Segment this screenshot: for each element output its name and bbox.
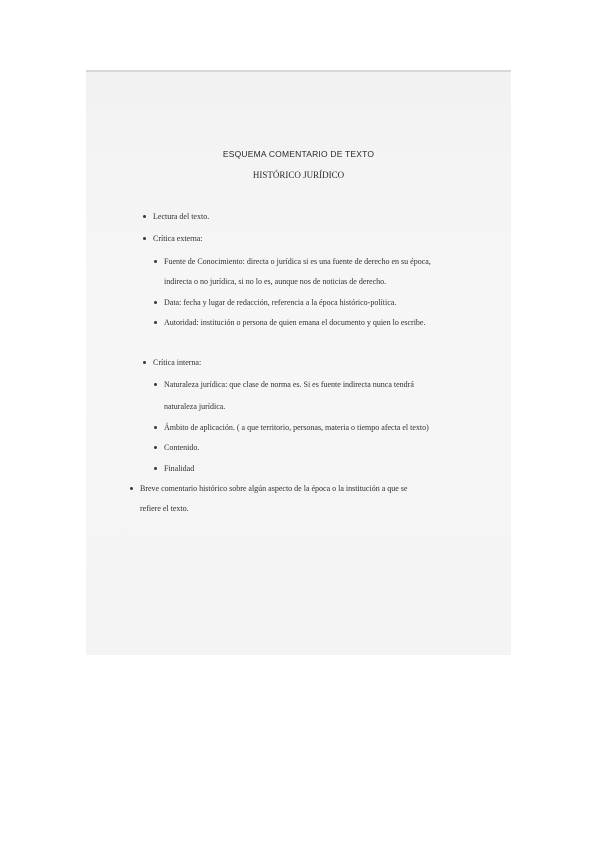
document-subtitle: HISTÓRICO JURÍDICO [252,170,345,180]
list-item-autoridad: Autoridad: institución o persona de quien emana el documento y quien lo escribe. [164,318,426,327]
list-item-breve-comentario-continued: refiere el texto. [140,504,189,513]
list-item-lectura: Lectura del texto. [153,212,210,221]
bullet-icon [154,467,157,470]
bullet-icon [154,260,157,263]
list-item-data: Data: fecha y lugar de redacción, referencia a la época histórico-política. [164,298,397,307]
document-title: ESQUEMA COMENTARIO DE TEXTO [222,149,375,159]
bullet-icon [130,487,133,490]
list-item-critica-externa: Crítica externa: [153,234,203,243]
list-item-critica-interna: Crítica interna: [153,358,202,367]
list-item-fuente-continued: indirecta o no jurídica, si no lo es, aunque nos de noticias de derecho. [164,277,387,286]
bullet-icon [154,383,157,386]
list-item-naturaleza: Naturaleza jurídica: que clase de norma es. Si es fuente indirecta nunca tendrá [164,380,414,389]
scanned-page [86,70,511,655]
bullet-icon [143,215,146,218]
list-item-contenido: Contenido. [164,443,200,452]
list-item-ambito: Ámbito de aplicación. ( a que territorio, personas, materia o tiempo afecta el texto) [164,423,429,432]
bullet-icon [154,446,157,449]
bullet-icon [143,361,146,364]
bullet-icon [154,321,157,324]
list-item-fuente: Fuente de Conocimiento: directa o jurídica si es una fuente de derecho en su época, [164,257,431,266]
bullet-icon [154,426,157,429]
list-item-finalidad: Finalidad [164,464,195,473]
bullet-icon [143,237,146,240]
bullet-icon [154,301,157,304]
list-item-breve-comentario: Breve comentario histórico sobre algún aspecto de la época o la institución a que se [140,484,408,493]
list-item-naturaleza-continued: naturaleza jurídica. [164,402,226,411]
